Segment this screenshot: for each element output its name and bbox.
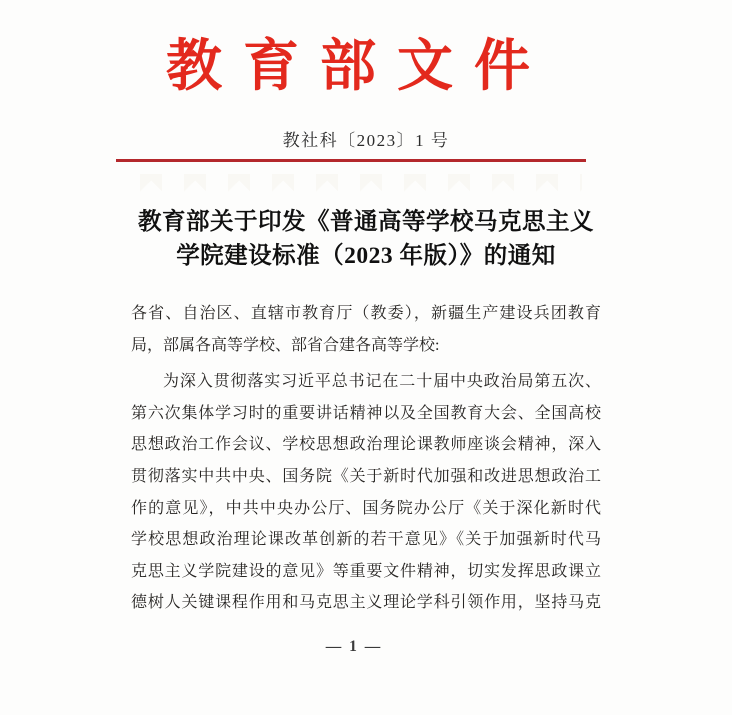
body-line: 学校思想政治理论课改革创新的若干意见》《关于加强新时代马 [131,531,601,549]
notice-title [131,205,601,273]
page-number: — 1 — [325,638,383,655]
document-number: 教社科〔2023〕1 号 [282,131,450,150]
agency-header-title: 教育部文件 [166,36,551,98]
body-line: 第六次集体学习时的重要讲话精神以及全国教育大会、全国高校 [131,404,601,422]
body-line: 作的意见》，中共中央办公厅、国务院办公厅《关于深化新时代 [131,499,601,517]
body-line-paragraph-start: 为深入贯彻落实习近平总书记在二十届中央政治局第五次、 [163,373,601,391]
body-line: 贯彻落实中共中央、国务院《关于新时代加强和改进思想政治工 [131,467,601,485]
notice-title-line2: 学院建设标准（2023 年版）》的通知 [176,243,556,269]
scan-watermark [140,174,582,200]
body-line: 思想政治工作会议、学校思想政治理论课教师座谈会精神，深入 [131,436,601,454]
body-line: 德树人关键课程作用和马克思主义理论学科引领作用，坚持马克 [131,594,601,612]
notice-title-line1: 教育部关于印发《普通高等学校马克思主义 [138,209,594,235]
body-line-addressees-1: 各省、自治区、直辖市教育厅（教委），新疆生产建设兵团教育 [131,305,601,322]
notice-body [131,298,601,619]
body-line-addressees-2: 局，部属各高等学校、部省合建各高等学校: [131,336,440,354]
red-divider-line [116,159,586,162]
body-line: 克思主义学院建设的意见》等重要文件精神，切实发挥思政课立 [131,562,601,580]
